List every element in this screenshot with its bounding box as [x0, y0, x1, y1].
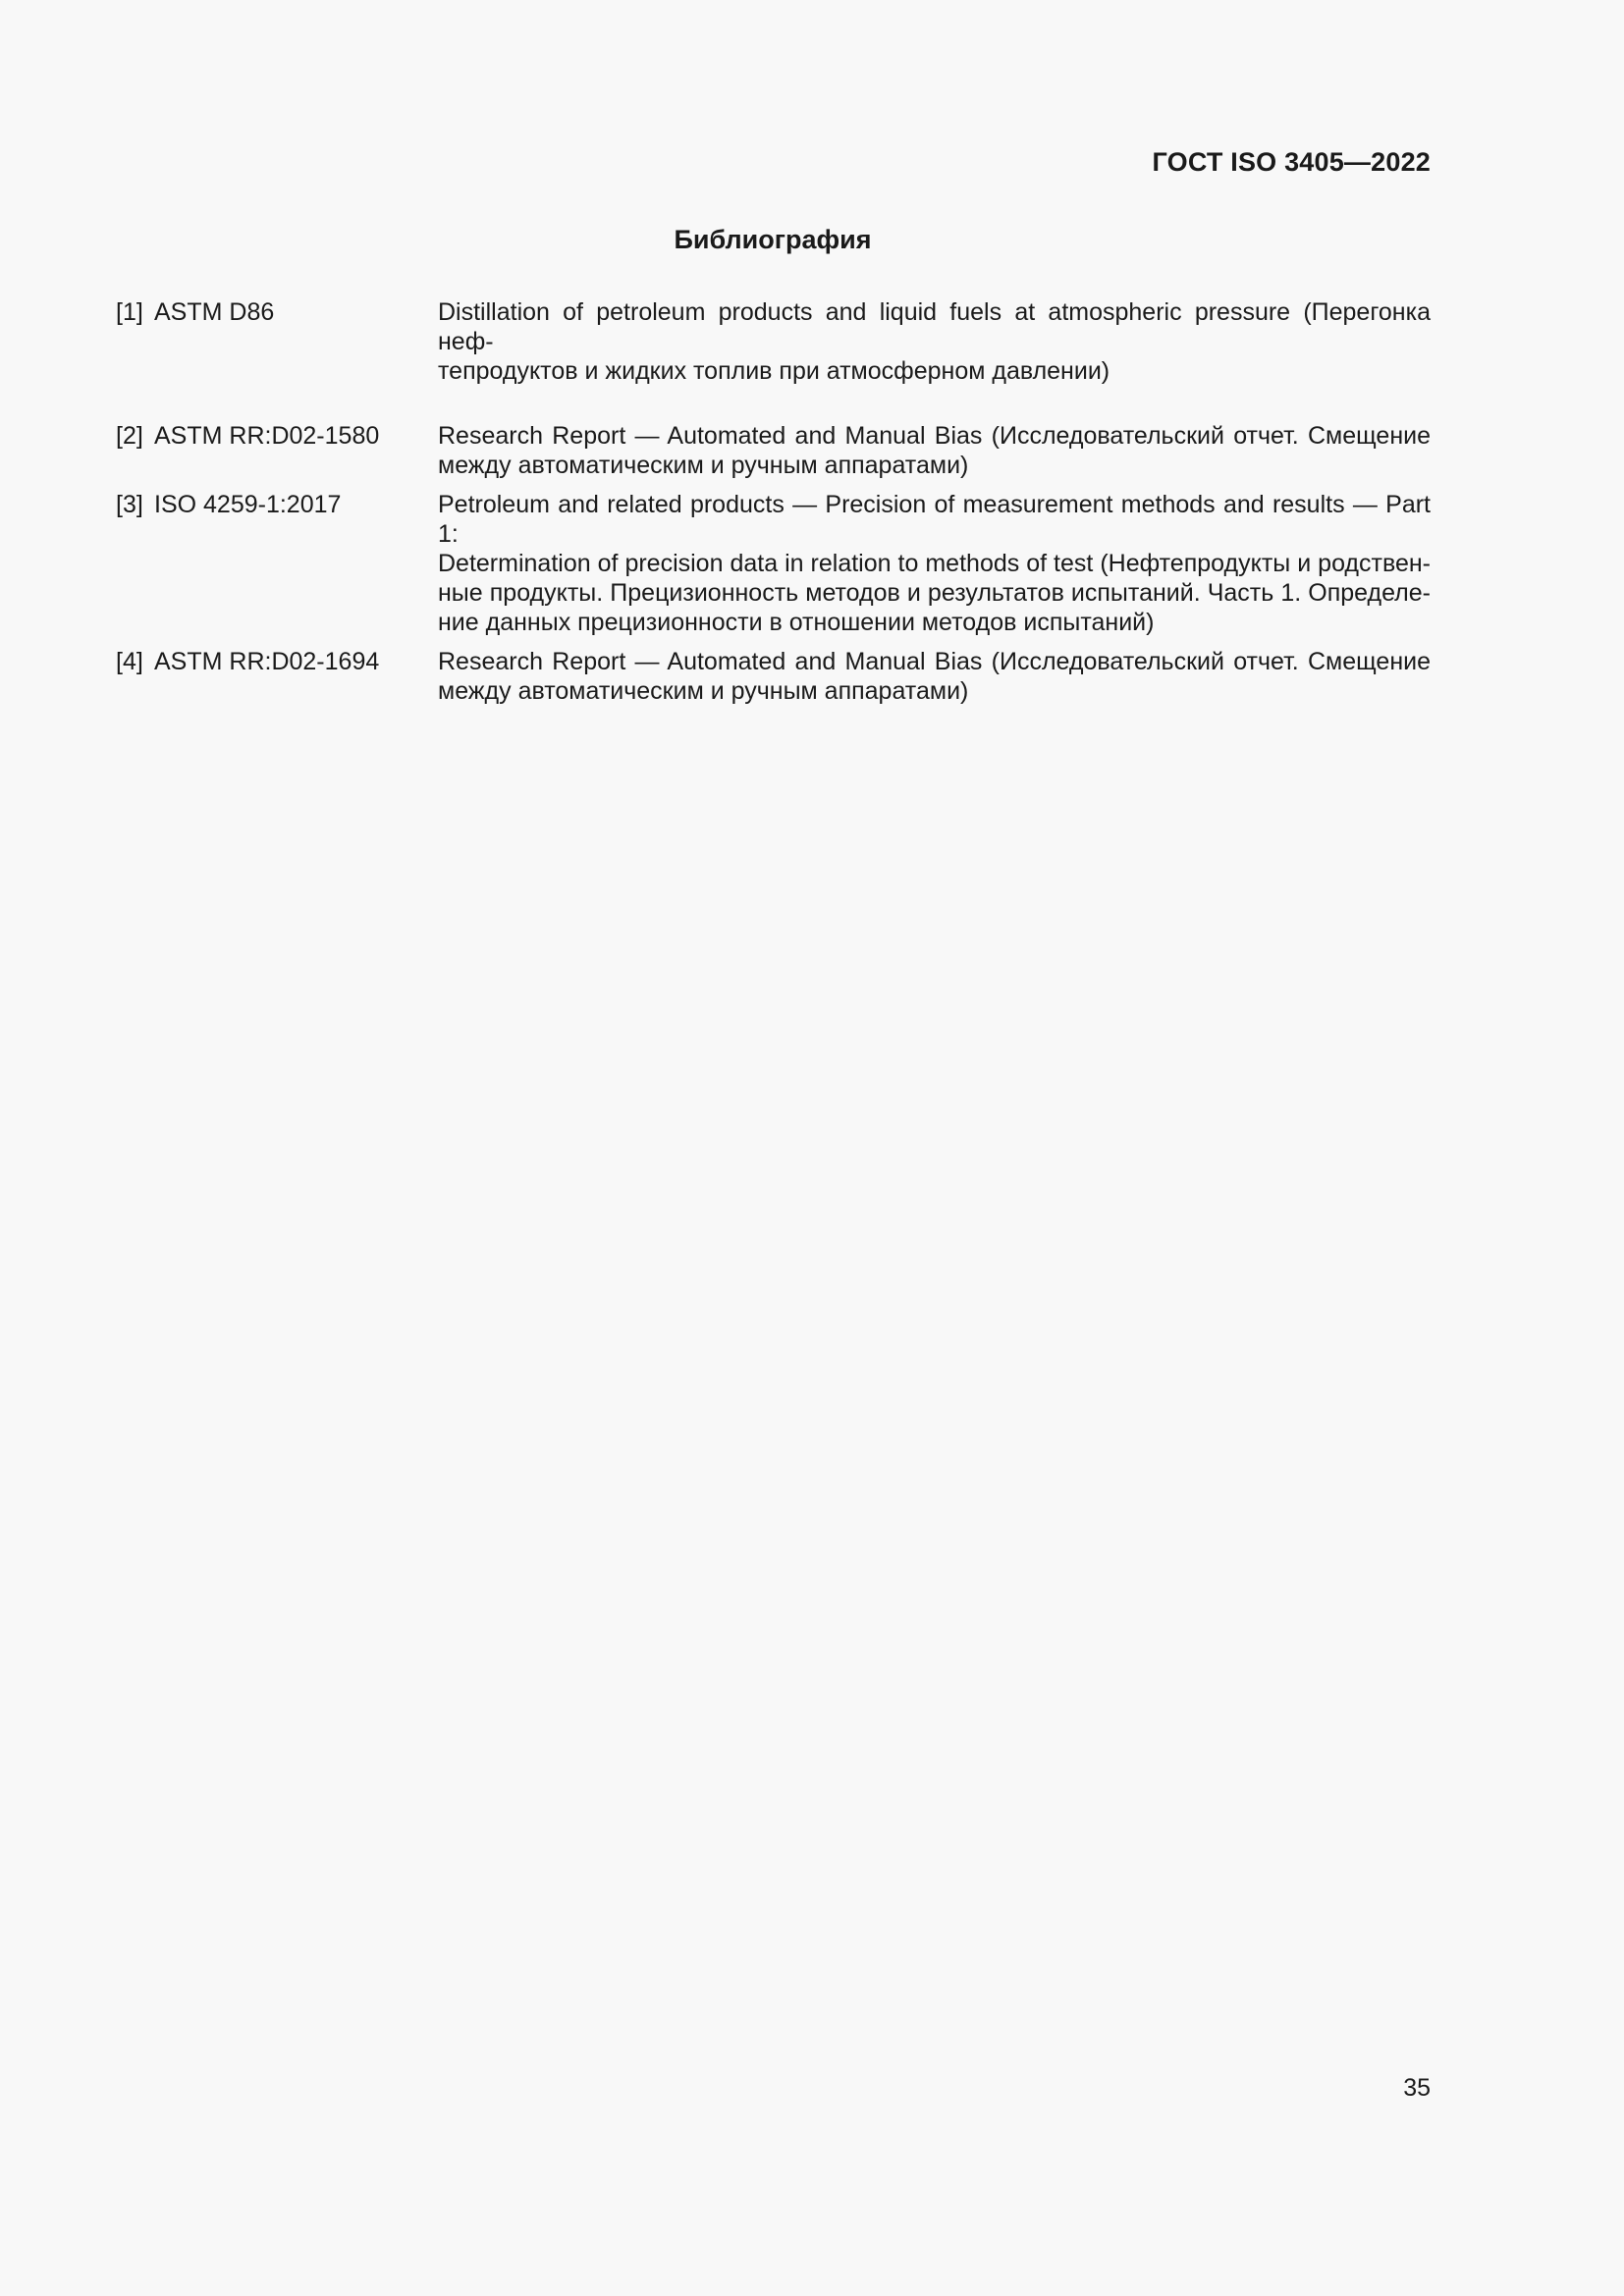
description-line: Determination of precision data in relation to methods of test (Нефтепродукты и родствен- — [438, 550, 1431, 577]
bibliography-entry — [116, 490, 1431, 637]
description-line: Research Report — Automated and Manual Bias (Исследовательский отчет. Смещение — [438, 648, 1431, 675]
description-line: между автоматическим и ручным аппаратами) — [438, 452, 969, 479]
description-line: Petroleum and related products — Precision of measurement methods and results — Part 1: — [438, 491, 1431, 548]
description-line: между автоматическим и ручным аппаратами) — [438, 677, 969, 705]
entry-reference: ASTM RR:D02-1580 — [154, 422, 380, 450]
document-code: ГОСТ ISO 3405—2022 — [1152, 147, 1431, 177]
description-line: Distillation of petroleum products and liquid fuels at atmospheric pressure (Перегонка неф- — [438, 298, 1431, 355]
entry-number: [2] — [116, 422, 143, 450]
entry-description — [438, 421, 1431, 480]
description-line: ние данных прецизионности в отношении методов испытаний) — [438, 609, 1155, 636]
entry-number: [3] — [116, 491, 143, 518]
entry-description — [438, 647, 1431, 706]
entry-number: [4] — [116, 648, 143, 675]
page-number: 35 — [1403, 2074, 1431, 2102]
description-line: тепродуктов и жидких топлив при атмосферном давлении) — [438, 357, 1110, 385]
entry-description — [438, 297, 1431, 386]
entry-number: [1] — [116, 298, 143, 326]
section-title: Библиография — [674, 225, 872, 254]
entry-reference: ISO 4259-1:2017 — [154, 491, 342, 518]
bibliography-entry — [116, 297, 1431, 386]
description-line: ные продукты. Прецизионность методов и результатов испытаний. Часть 1. Определе- — [438, 579, 1431, 607]
entry-description — [438, 490, 1431, 637]
entry-reference: ASTM D86 — [154, 298, 275, 326]
bibliography-list — [116, 297, 1431, 706]
entry-reference: ASTM RR:D02-1694 — [154, 648, 380, 675]
description-line: Research Report — Automated and Manual Bias (Исследовательский отчет. Смещение — [438, 422, 1431, 450]
bibliography-entry — [116, 421, 1431, 480]
bibliography-entry — [116, 647, 1431, 706]
